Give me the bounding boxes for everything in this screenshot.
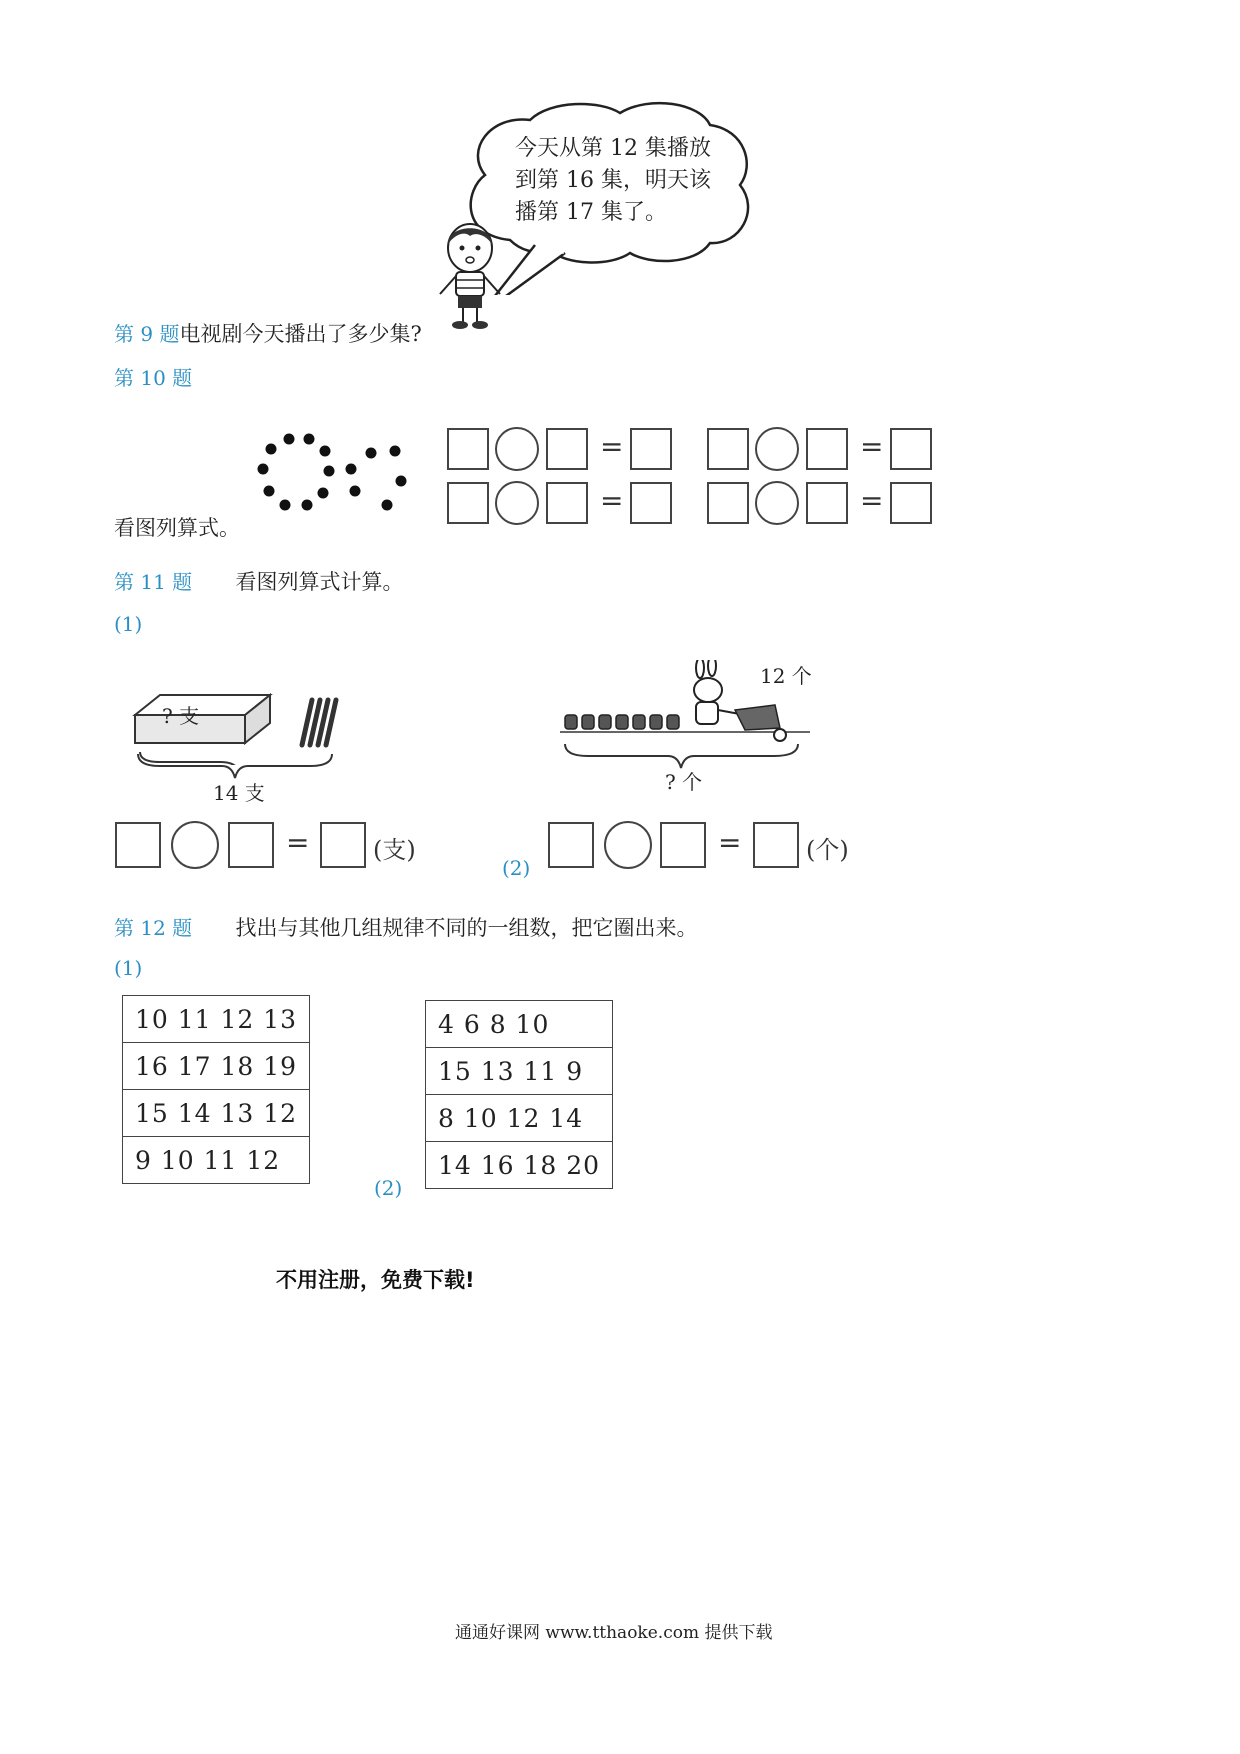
table-cell: 8 10 12 14: [426, 1095, 613, 1142]
answer-box[interactable]: [630, 482, 672, 524]
table-row[interactable]: [426, 1095, 613, 1142]
q11-part2-label: (2): [502, 856, 531, 880]
answer-box[interactable]: [447, 428, 489, 470]
table-row[interactable]: [426, 1048, 613, 1095]
answer-box[interactable]: [630, 428, 672, 470]
q9-line: [114, 318, 422, 348]
unit-label: (支): [373, 836, 416, 864]
answer-box[interactable]: [228, 822, 274, 868]
operator-circle[interactable]: [604, 821, 652, 869]
unit-label: (个): [806, 836, 849, 864]
q12-part2-label: (2): [374, 1176, 403, 1200]
table-cell: 15 14 13 12: [123, 1090, 310, 1137]
q11-label: 第 11 题: [114, 570, 193, 594]
q12-line: [114, 912, 698, 942]
table-row[interactable]: [123, 996, 310, 1043]
operator-circle[interactable]: [171, 821, 219, 869]
answer-box[interactable]: [806, 428, 848, 470]
pencil-total-label: 14 支: [213, 781, 265, 805]
equals-sign: =: [718, 826, 742, 859]
table-row[interactable]: [123, 1090, 310, 1137]
equals-sign: =: [286, 826, 310, 859]
carrot-count-label: 12 个: [760, 664, 812, 688]
equals-sign: =: [600, 484, 624, 517]
answer-box[interactable]: [707, 428, 749, 470]
q10-label: 第 10 题: [114, 366, 193, 390]
q9-question: 电视剧今天播出了多少集?: [179, 322, 422, 346]
q11-line: [114, 566, 404, 596]
answer-box[interactable]: [546, 428, 588, 470]
q12-instruction: 找出与其他几组规律不同的一组数，把它圈出来。: [235, 916, 698, 940]
table-cell: 9 10 11 12: [123, 1137, 310, 1184]
q11-instruction: 看图列算式计算。: [235, 570, 404, 594]
answer-box[interactable]: [546, 482, 588, 524]
answer-box[interactable]: [660, 822, 706, 868]
bubble-line-2: 到第 16 集，明天该: [515, 168, 711, 193]
table-cell: 14 16 18 20: [426, 1142, 613, 1189]
answer-box[interactable]: [890, 428, 932, 470]
q10-instruction: 看图列算式。: [114, 516, 240, 540]
q12-part1-label: (1): [114, 956, 143, 980]
operator-circle[interactable]: [755, 481, 799, 525]
answer-box[interactable]: [447, 482, 489, 524]
operator-circle[interactable]: [495, 427, 539, 471]
footer-source[interactable]: 通通好课网 www.tthaoke.com 提供下载: [455, 1623, 773, 1643]
table-cell: 15 13 11 9: [426, 1048, 613, 1095]
number-table-2: [425, 1000, 613, 1189]
speech-bubble-text: [515, 133, 711, 229]
pencil-box-label: ? 支: [162, 704, 200, 728]
operator-circle[interactable]: [495, 481, 539, 525]
answer-box[interactable]: [707, 482, 749, 524]
operator-circle[interactable]: [755, 427, 799, 471]
answer-box[interactable]: [115, 822, 161, 868]
equals-sign: =: [860, 430, 884, 463]
bubble-line-1: 今天从第 12 集播放: [515, 136, 711, 161]
q12-label: 第 12 题: [114, 916, 193, 940]
table-row[interactable]: [426, 1001, 613, 1048]
free-download-note: 不用注册，免费下载!: [276, 1268, 475, 1292]
q9-label: 第 9 题: [114, 322, 180, 346]
boy-illustration: [430, 218, 510, 333]
table-cell: 4 6 8 10: [426, 1001, 613, 1048]
answer-box[interactable]: [548, 822, 594, 868]
table-row[interactable]: [123, 1137, 310, 1184]
answer-box[interactable]: [890, 482, 932, 524]
table-cell: 16 17 18 19: [123, 1043, 310, 1090]
equals-sign: =: [860, 484, 884, 517]
q11-part1-label: (1): [114, 612, 143, 636]
table-row[interactable]: [426, 1142, 613, 1189]
table-row[interactable]: [123, 1043, 310, 1090]
dot-figure: [245, 425, 415, 525]
carrot-total-label: ? 个: [665, 770, 703, 794]
answer-box[interactable]: [806, 482, 848, 524]
bubble-line-3: 播第 17 集了。: [515, 200, 667, 225]
number-table-1: [122, 995, 310, 1184]
table-cell: 10 11 12 13: [123, 996, 310, 1043]
equals-sign: =: [600, 430, 624, 463]
answer-box[interactable]: [753, 822, 799, 868]
answer-box[interactable]: [320, 822, 366, 868]
